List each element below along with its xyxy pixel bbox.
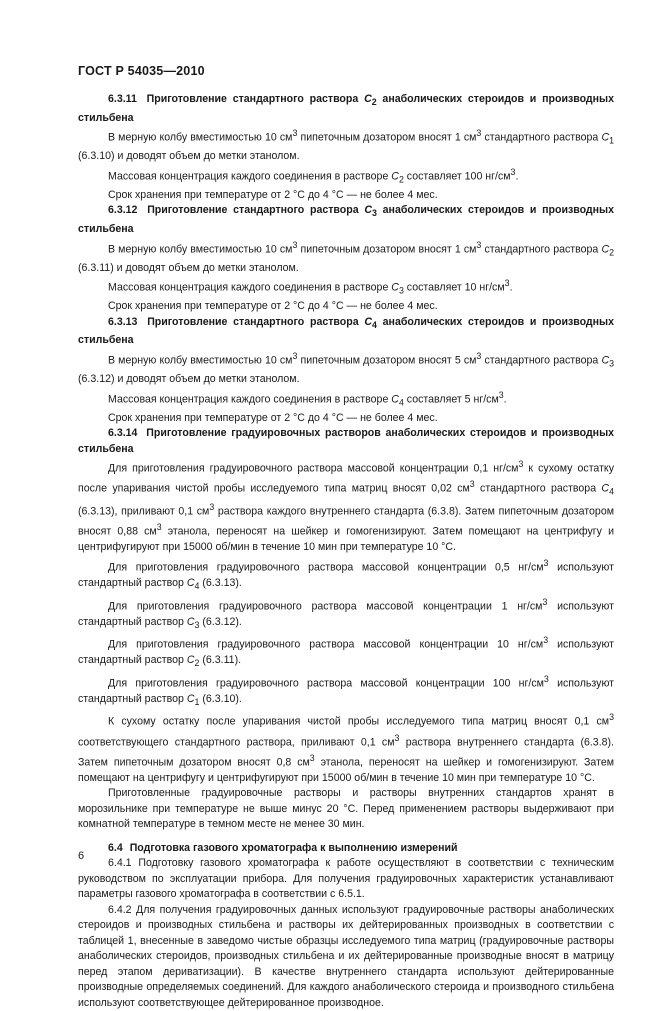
paragraph: В мерную колбу вместимостью 10 $см^3$ пипеточным дозатором вносят 1 $см^3$ стандартного раствора $C_1$ (6.3.10) и доводят объем до метки этанолом. bbox=[78, 128, 615, 163]
page-number: 6 bbox=[78, 850, 85, 862]
paragraph: В мерную колбу вместимостью 10 $см^3$ пипеточным дозатором вносят 1 $см^3$ стандартного раствора $C_2$ (6.3.11) и доводят объем до метки этанолом. bbox=[78, 239, 615, 274]
section-heading-6-3-13: 6.3.13 Приготовление стандартного раствора $C_4$ анаболических стероидов и производных стильбена bbox=[78, 315, 614, 347]
paragraph: Массовая концентрация каждого соединения в растворе $C_2$ составляет 100 $нг/см^3$. bbox=[108, 166, 519, 185]
paragraph: 6.4.1 Подготовку газового хроматографа к работе осуществляют в соответствии с техническим руководством по эксплуатации прибора. Для получения градуировочных характеристик устанавливают параметры газового хроматографа в соответствии с 6.5.1. bbox=[78, 857, 614, 901]
paragraph: Массовая концентрация каждого соединения в растворе $C_3$ составляет 10 $нг/см^3$. bbox=[108, 278, 513, 296]
paragraph: В мерную колбу вместимостью 10 $см^3$ пипеточным дозатором вносят 5 $см^3$ стандартного раствора $C_3$ (6.3.12) и доводят объем до метки этанолом. bbox=[78, 350, 615, 386]
paragraph: Срок хранения при температуре от 2 °C до 4 °C — не более 4 мес. bbox=[108, 411, 438, 424]
paragraph: Срок хранения при температуре от 2 °C до 4 °C — не более 4 мес. bbox=[108, 188, 438, 201]
paragraph: Для приготовления градуировочного раствора массовой концентрации 0,1 $нг/см^3$ к сухому остатку после упаривания чистой пробы исследуемого типа матриц вносят 0,02 $см^3$ стандартного раствора $C_4$ (6.3.13), приливают 0,1 $см^3$ раствора каждого внутреннего стандарта (6.3.8). Затем пипеточным дозатором вносят 0,88 $см^3$ этанола, переносят на шейкер и гомогенизируют. Затем помещают на центрифугу и центрифугируют при 15000 об/мин в течение 10 мин при температуре 10 °C. bbox=[78, 459, 614, 554]
document-header: ГОСТ Р 54035—2010 bbox=[78, 64, 205, 78]
paragraph: 6.4.2 Для получения градуировочных данных используют градуировочные растворы анаболических стероидов и производных стильбена и растворы их дейтерированных производных в соответствии с таблицей 1, внесенные в заведомо чистые образцы исследуемого типа матриц (градуировочные растворы анаболических стероидов, производных стильбена и их дейтерированные производные вносят в матрицу перед этапом дериватизации). В качестве внутреннего стандарта используют дейтерированные производные определяемых соединений. Для каждого анаболического стероида и производного стильбена используют соответствующее дейтерированное производное. bbox=[78, 903, 614, 1009]
section-heading-6-4: 6.4 Подготовка газового хроматографа к выполнению измерений bbox=[108, 841, 458, 854]
paragraph: Для приготовления градуировочного раствора массовой концентрации 100 $нг/см^3$ используют стандартный раствор $C_1$ (6.3.10). bbox=[78, 673, 615, 707]
paragraph: Массовая концентрация каждого соединения в растворе $C_4$ составляет 5 $нг/см^3$. bbox=[108, 389, 507, 408]
paragraph: Приготовленные градуировочные растворы и растворы внутренних стандартов хранят в морозильнике при температуре не выше минус 20 °C. Перед применением растворы выдерживают при комнатной температуре в темном месте не менее 30 мин. bbox=[78, 787, 614, 831]
paragraph: Для приготовления градуировочного раствора массовой концентрации 0,5 $нг/см^3$ используют стандартный раствор $C_4$ (6.3.13). bbox=[78, 557, 614, 592]
section-heading-6-3-14: 6.3.14 Приготовление градуировочных растворов анаболических стероидов и производных стильбена bbox=[78, 427, 615, 455]
document-body bbox=[78, 92, 614, 1011]
paragraph: К сухому остатку после упаривания чистой пробы исследуемого типа матриц вносят 0,1 $см^3$ соответствующего стандартного раствора, приливают 0,1 $см^3$ раствора внутреннего стандарта (6.3.8). Затем пипеточным дозатором вносят 0,8 $см^3$ этанола, переносят на шейкер и гомогенизируют. Затем помещают на центрифугу и центрифугируют при 15000 об/мин в течение 10 мин при температуре 10 °C. bbox=[78, 712, 615, 784]
section-heading-6-3-12: 6.3.12 Приготовление стандартного раствора $C_3$ анаболических стероидов и производных стильбена bbox=[78, 204, 614, 235]
paragraph: Для приготовления градуировочного раствора массовой концентрации 10 $нг/см^3$ используют стандартный раствор $C_2$ (6.3.11). bbox=[78, 635, 615, 669]
section-heading-6-3-11: 6.3.11 Приготовление стандартного раствора $C_2$ анаболических стероидов и производных стильбена bbox=[78, 93, 614, 124]
paragraph: Для приготовления градуировочного раствора массовой концентрации 1 $нг/см^3$ используют стандартный раствор $C_3$ (6.3.12). bbox=[78, 596, 614, 630]
paragraph: Срок хранения при температуре от 2 °C до 4 °C — не более 4 мес. bbox=[108, 300, 438, 313]
